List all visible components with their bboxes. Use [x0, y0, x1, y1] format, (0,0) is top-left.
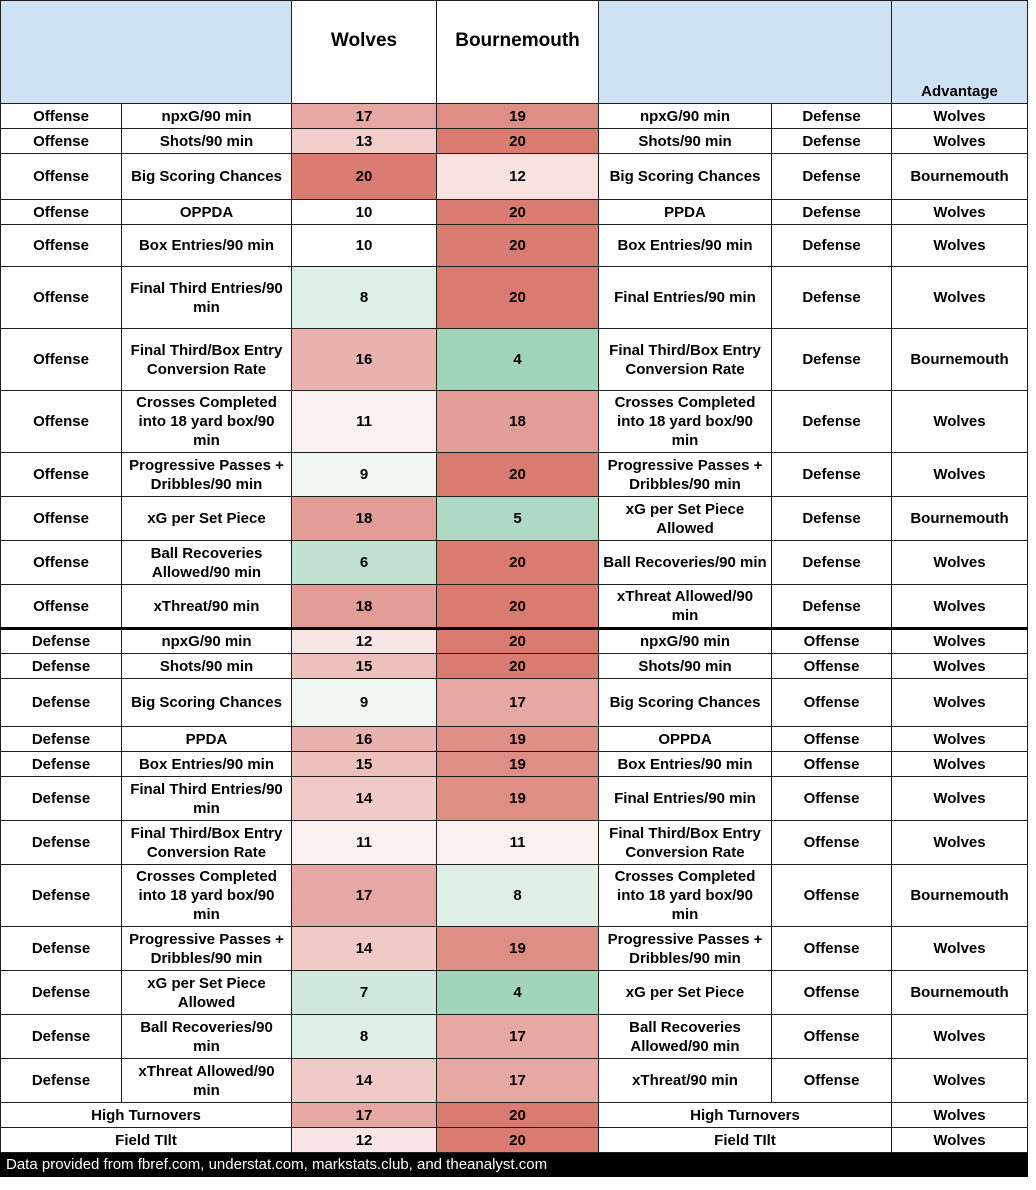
bournemouth-rank-cell: 12: [437, 154, 599, 200]
side-a-cell: Defense: [1, 1059, 122, 1103]
side-b-cell: Offense: [772, 679, 892, 727]
metric-b-cell: xThreat/90 min: [599, 1059, 772, 1103]
bournemouth-rank-cell: 20: [437, 453, 599, 497]
table-row: [1, 1059, 1028, 1103]
advantage-cell: Wolves: [892, 391, 1028, 453]
advantage-cell: Wolves: [892, 104, 1028, 129]
wolves-rank-cell: 18: [292, 497, 437, 541]
side-b-cell: Offense: [772, 1015, 892, 1059]
side-a-cell: Defense: [1, 727, 122, 752]
footer-row: [1, 1153, 1028, 1177]
table-row: [1, 629, 1028, 654]
side-b-cell: Defense: [772, 541, 892, 585]
summary-label-a: High Turnovers: [1, 1103, 292, 1128]
side-a-cell: Defense: [1, 821, 122, 865]
table-row: [1, 752, 1028, 777]
advantage-cell: Bournemouth: [892, 497, 1028, 541]
metric-a-cell: PPDA: [122, 727, 292, 752]
table-row: [1, 225, 1028, 267]
wolves-rank-cell: 8: [292, 267, 437, 329]
side-b-cell: Defense: [772, 585, 892, 629]
table-row: [1, 267, 1028, 329]
wolves-rank-cell: 16: [292, 329, 437, 391]
bournemouth-rank-cell: 18: [437, 391, 599, 453]
table-row: [1, 200, 1028, 225]
bournemouth-rank-cell: 20: [437, 1103, 599, 1128]
table-row: [1, 971, 1028, 1015]
side-b-cell: Defense: [772, 267, 892, 329]
side-b-cell: Offense: [772, 629, 892, 654]
bournemouth-rank-cell: 19: [437, 777, 599, 821]
wolves-rank-cell: 15: [292, 654, 437, 679]
bournemouth-rank-cell: 19: [437, 752, 599, 777]
bournemouth-rank-cell: 19: [437, 104, 599, 129]
side-a-cell: Offense: [1, 329, 122, 391]
side-b-cell: Defense: [772, 329, 892, 391]
metric-b-cell: Crosses Completed into 18 yard box/90 min: [599, 391, 772, 453]
wolves-rank-cell: 16: [292, 727, 437, 752]
bournemouth-rank-cell: 20: [437, 267, 599, 329]
side-b-cell: Offense: [772, 865, 892, 927]
table-row: [1, 129, 1028, 154]
trailing-row: [1, 1177, 1028, 1187]
advantage-cell: Wolves: [892, 777, 1028, 821]
header-row: [1, 1, 1028, 104]
side-b-cell: Defense: [772, 154, 892, 200]
side-a-cell: Defense: [1, 777, 122, 821]
bournemouth-rank-cell: 17: [437, 1059, 599, 1103]
wolves-rank-cell: 13: [292, 129, 437, 154]
advantage-cell: Wolves: [892, 629, 1028, 654]
bournemouth-rank-cell: 5: [437, 497, 599, 541]
metric-a-cell: Final Third/Box Entry Conversion Rate: [122, 329, 292, 391]
wolves-rank-cell: 9: [292, 679, 437, 727]
metric-b-cell: npxG/90 min: [599, 629, 772, 654]
bournemouth-rank-cell: 19: [437, 927, 599, 971]
side-b-cell: Defense: [772, 200, 892, 225]
wolves-rank-cell: 11: [292, 391, 437, 453]
metric-b-cell: Final Third/Box Entry Conversion Rate: [599, 329, 772, 391]
side-a-cell: Offense: [1, 541, 122, 585]
advantage-cell: Wolves: [892, 1015, 1028, 1059]
metric-b-cell: Shots/90 min: [599, 129, 772, 154]
summary-row: [1, 1103, 1028, 1128]
side-b-cell: Defense: [772, 104, 892, 129]
table-row: [1, 104, 1028, 129]
wolves-rank-cell: 15: [292, 752, 437, 777]
side-a-cell: Defense: [1, 654, 122, 679]
bournemouth-rank-cell: 20: [437, 129, 599, 154]
bournemouth-rank-cell: 11: [437, 821, 599, 865]
header-blank-left: [1, 1, 292, 104]
bournemouth-rank-cell: 20: [437, 654, 599, 679]
metric-b-cell: Final Entries/90 min: [599, 777, 772, 821]
wolves-rank-cell: 18: [292, 585, 437, 629]
side-a-cell: Defense: [1, 1015, 122, 1059]
table-body: [1, 104, 1028, 1103]
side-a-cell: Offense: [1, 154, 122, 200]
table-row: [1, 391, 1028, 453]
bournemouth-rank-cell: 20: [437, 585, 599, 629]
wolves-rank-cell: 17: [292, 104, 437, 129]
advantage-cell: Wolves: [892, 654, 1028, 679]
metric-b-cell: Shots/90 min: [599, 654, 772, 679]
advantage-cell: Wolves: [892, 585, 1028, 629]
metric-b-cell: PPDA: [599, 200, 772, 225]
side-b-cell: Defense: [772, 453, 892, 497]
wolves-rank-cell: 7: [292, 971, 437, 1015]
side-b-cell: Offense: [772, 752, 892, 777]
wolves-rank-cell: 20: [292, 154, 437, 200]
summary-label-b: High Turnovers: [599, 1103, 892, 1128]
side-b-cell: Defense: [772, 225, 892, 267]
wolves-rank-cell: 17: [292, 1103, 437, 1128]
summary-label-b: Field TIlt: [599, 1128, 892, 1153]
advantage-cell: Wolves: [892, 453, 1028, 497]
wolves-rank-cell: 10: [292, 225, 437, 267]
side-a-cell: Offense: [1, 129, 122, 154]
advantage-cell: Wolves: [892, 200, 1028, 225]
bournemouth-rank-cell: 20: [437, 225, 599, 267]
side-a-cell: Offense: [1, 585, 122, 629]
metric-a-cell: npxG/90 min: [122, 104, 292, 129]
side-a-cell: Defense: [1, 752, 122, 777]
wolves-rank-cell: 12: [292, 629, 437, 654]
side-a-cell: Defense: [1, 629, 122, 654]
advantage-cell: Wolves: [892, 679, 1028, 727]
table-row: [1, 329, 1028, 391]
metric-b-cell: npxG/90 min: [599, 104, 772, 129]
summary-label-a: Field TIlt: [1, 1128, 292, 1153]
bournemouth-rank-cell: 4: [437, 971, 599, 1015]
side-a-cell: Defense: [1, 679, 122, 727]
side-a-cell: Offense: [1, 225, 122, 267]
advantage-cell: Wolves: [892, 821, 1028, 865]
side-b-cell: Offense: [772, 1059, 892, 1103]
side-a-cell: Offense: [1, 391, 122, 453]
wolves-rank-cell: 12: [292, 1128, 437, 1153]
table-row: [1, 154, 1028, 200]
metric-b-cell: Box Entries/90 min: [599, 752, 772, 777]
table-row: [1, 821, 1028, 865]
table-row: [1, 1015, 1028, 1059]
table-row: [1, 541, 1028, 585]
metric-b-cell: xThreat Allowed/90 min: [599, 585, 772, 629]
bournemouth-rank-cell: 19: [437, 727, 599, 752]
wolves-rank-cell: 14: [292, 777, 437, 821]
metric-b-cell: xG per Set Piece Allowed: [599, 497, 772, 541]
metric-a-cell: Big Scoring Chances: [122, 154, 292, 200]
side-a-cell: Defense: [1, 927, 122, 971]
side-b-cell: Offense: [772, 927, 892, 971]
metric-b-cell: Progressive Passes + Dribbles/90 min: [599, 927, 772, 971]
metric-a-cell: Shots/90 min: [122, 654, 292, 679]
metric-a-cell: xG per Set Piece: [122, 497, 292, 541]
bournemouth-rank-cell: 17: [437, 679, 599, 727]
metric-a-cell: Ball Recoveries/90 min: [122, 1015, 292, 1059]
metric-b-cell: Crosses Completed into 18 yard box/90 min: [599, 865, 772, 927]
table-row: [1, 727, 1028, 752]
metric-b-cell: xG per Set Piece: [599, 971, 772, 1015]
wolves-rank-cell: 8: [292, 1015, 437, 1059]
advantage-cell: Wolves: [892, 1059, 1028, 1103]
metric-a-cell: Ball Recoveries Allowed/90 min: [122, 541, 292, 585]
metric-a-cell: xThreat/90 min: [122, 585, 292, 629]
side-a-cell: Offense: [1, 104, 122, 129]
advantage-cell: Bournemouth: [892, 971, 1028, 1015]
metric-b-cell: Box Entries/90 min: [599, 225, 772, 267]
data-source-footer: Data provided from fbref.com, understat.com, markstats.club, and theanalyst.com: [1, 1153, 1028, 1177]
side-a-cell: Defense: [1, 865, 122, 927]
summary-body: [1, 1103, 1028, 1153]
side-b-cell: Offense: [772, 777, 892, 821]
table-row: [1, 927, 1028, 971]
table-row: [1, 585, 1028, 629]
metric-b-cell: Progressive Passes + Dribbles/90 min: [599, 453, 772, 497]
wolves-rank-cell: 14: [292, 1059, 437, 1103]
advantage-cell: Wolves: [892, 927, 1028, 971]
metric-b-cell: Final Third/Box Entry Conversion Rate: [599, 821, 772, 865]
metric-b-cell: Big Scoring Chances: [599, 154, 772, 200]
table-row: [1, 865, 1028, 927]
metric-a-cell: Big Scoring Chances: [122, 679, 292, 727]
wolves-rank-cell: 11: [292, 821, 437, 865]
table-row: [1, 453, 1028, 497]
metric-a-cell: xThreat Allowed/90 min: [122, 1059, 292, 1103]
bournemouth-rank-cell: 20: [437, 200, 599, 225]
side-b-cell: Offense: [772, 727, 892, 752]
metric-a-cell: Crosses Completed into 18 yard box/90 min: [122, 391, 292, 453]
metric-b-cell: Final Entries/90 min: [599, 267, 772, 329]
header-team-wolves: Wolves: [292, 1, 437, 104]
metric-a-cell: Box Entries/90 min: [122, 225, 292, 267]
metric-a-cell: Progressive Passes + Dribbles/90 min: [122, 927, 292, 971]
side-b-cell: Offense: [772, 971, 892, 1015]
wolves-rank-cell: 9: [292, 453, 437, 497]
bournemouth-rank-cell: 20: [437, 1128, 599, 1153]
metric-a-cell: Final Third/Box Entry Conversion Rate: [122, 821, 292, 865]
side-b-cell: Defense: [772, 129, 892, 154]
side-b-cell: Offense: [772, 654, 892, 679]
bournemouth-rank-cell: 4: [437, 329, 599, 391]
side-a-cell: Offense: [1, 497, 122, 541]
metric-a-cell: Shots/90 min: [122, 129, 292, 154]
table-row: [1, 497, 1028, 541]
advantage-cell: Wolves: [892, 1103, 1028, 1128]
side-a-cell: Offense: [1, 267, 122, 329]
metric-b-cell: OPPDA: [599, 727, 772, 752]
wolves-rank-cell: 6: [292, 541, 437, 585]
advantage-cell: Wolves: [892, 1128, 1028, 1153]
metric-b-cell: Big Scoring Chances: [599, 679, 772, 727]
header-team-bournemouth: Bournemouth: [437, 1, 599, 104]
bournemouth-rank-cell: 8: [437, 865, 599, 927]
wolves-rank-cell: 17: [292, 865, 437, 927]
wolves-rank-cell: 14: [292, 927, 437, 971]
bournemouth-rank-cell: 20: [437, 541, 599, 585]
side-b-cell: Defense: [772, 391, 892, 453]
advantage-cell: Wolves: [892, 752, 1028, 777]
table-row: [1, 679, 1028, 727]
metric-a-cell: Box Entries/90 min: [122, 752, 292, 777]
metric-a-cell: Final Third Entries/90 min: [122, 777, 292, 821]
advantage-cell: Wolves: [892, 267, 1028, 329]
trailing-space: [1, 1177, 1028, 1187]
advantage-cell: Bournemouth: [892, 865, 1028, 927]
metric-a-cell: OPPDA: [122, 200, 292, 225]
side-a-cell: Offense: [1, 453, 122, 497]
table-row: [1, 654, 1028, 679]
metric-a-cell: npxG/90 min: [122, 629, 292, 654]
metric-a-cell: Crosses Completed into 18 yard box/90 min: [122, 865, 292, 927]
header-blank-right: [599, 1, 892, 104]
bournemouth-rank-cell: 17: [437, 1015, 599, 1059]
advantage-cell: Bournemouth: [892, 329, 1028, 391]
side-a-cell: Offense: [1, 200, 122, 225]
advantage-cell: Wolves: [892, 129, 1028, 154]
metric-a-cell: Progressive Passes + Dribbles/90 min: [122, 453, 292, 497]
side-b-cell: Offense: [772, 821, 892, 865]
wolves-rank-cell: 10: [292, 200, 437, 225]
advantage-cell: Bournemouth: [892, 154, 1028, 200]
advantage-cell: Wolves: [892, 727, 1028, 752]
side-b-cell: Defense: [772, 497, 892, 541]
bournemouth-rank-cell: 20: [437, 629, 599, 654]
side-a-cell: Defense: [1, 971, 122, 1015]
advantage-cell: Wolves: [892, 225, 1028, 267]
summary-row: [1, 1128, 1028, 1153]
header-advantage: Advantage: [892, 1, 1028, 104]
metric-b-cell: Ball Recoveries Allowed/90 min: [599, 1015, 772, 1059]
metric-a-cell: Final Third Entries/90 min: [122, 267, 292, 329]
advantage-cell: Wolves: [892, 541, 1028, 585]
metric-a-cell: xG per Set Piece Allowed: [122, 971, 292, 1015]
metric-b-cell: Ball Recoveries/90 min: [599, 541, 772, 585]
table-row: [1, 777, 1028, 821]
